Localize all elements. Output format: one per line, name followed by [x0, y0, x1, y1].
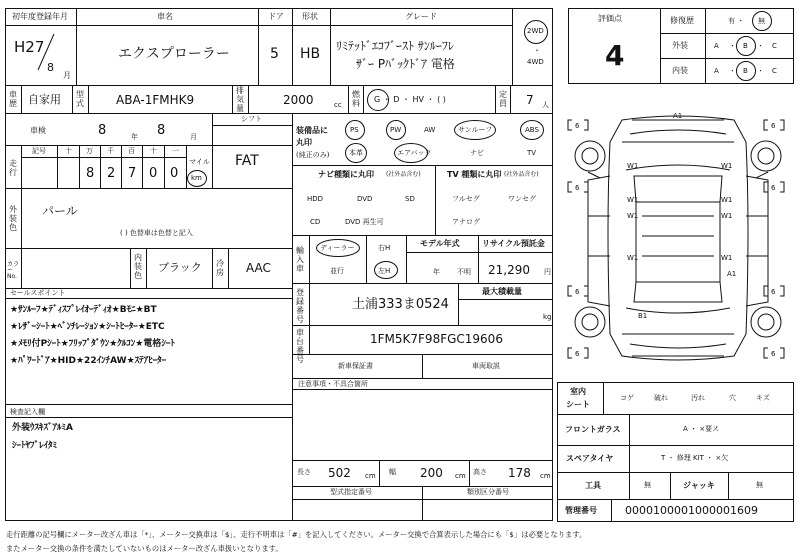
mgmt: 0000100001000001609 [625, 504, 758, 517]
ext-grade-a: A [714, 42, 719, 50]
capacity: 7 [526, 93, 534, 107]
mileage-col-4: 百 [128, 147, 135, 155]
interior-color: ブラック [158, 261, 202, 274]
car-diagram [560, 106, 796, 370]
mileage-digit-2: 7 [128, 166, 137, 181]
seat-label-2: シート [566, 400, 590, 409]
grade-label: グレード [405, 12, 437, 21]
exterior-label: 外装色 [9, 205, 17, 232]
color-no-label: カラーNo. [7, 261, 20, 280]
mileage-digit-4: 0 [170, 166, 179, 181]
interior-grade-label: 内装 [672, 66, 688, 75]
shaken-month-unit: 月 [190, 133, 197, 141]
diagram-label-w1-f: W1 [721, 212, 733, 220]
mileage-col-2: 万 [86, 147, 93, 155]
inspector-line-0: 外装ｳｽｷｽﾞｱﾙﾐA [12, 423, 73, 433]
sales-line-0: ★ｻﾝﾙｰﾌ★ﾃﾞｨｽﾌﾟﾚｲｵｰﾃﾞｨｵ★Bﾓﾆ★BT [10, 305, 157, 315]
inspector-label: 検査記入欄 [10, 408, 45, 416]
wheel-num-1: 6 [771, 122, 776, 130]
equip-abs: ABS [525, 126, 539, 134]
seat-opt-3: 穴 [729, 394, 736, 402]
grade-line2: ｻﾞｰ Pﾊﾞｯｸﾄﾞｱ 電格 [356, 57, 455, 71]
model-year-year: 年 [433, 268, 440, 276]
registration-label: 登録番号 [296, 288, 304, 324]
mileage-digit-1: 2 [107, 166, 116, 181]
mileage-digit-0: 8 [86, 166, 95, 181]
right-h: 右H [378, 244, 391, 252]
tv-fullseg: フルセグ [452, 195, 480, 203]
model-year-label: モデル年式 [420, 239, 460, 248]
tv-oneseg: ワンセグ [508, 195, 536, 203]
diagram-label-w1-b: W1 [721, 162, 733, 170]
ext-grade-c: C [772, 42, 777, 50]
inspector-line-1: ｼｰﾄﾔﾌﾞﾚｲﾀﾐ [12, 441, 58, 451]
navi-dvd-play: DVD 再生可 [345, 218, 384, 226]
diagram-label-w1-d: W1 [721, 196, 733, 204]
shaken-label: 車検 [30, 126, 46, 135]
equip-leather: 本革 [349, 149, 363, 157]
height-label: 高さ [473, 468, 487, 476]
shaken-year: 8 [98, 123, 107, 138]
jack: 無 [756, 481, 763, 489]
ac-label: 冷房 [216, 259, 224, 277]
seat-opt-0: コゲ [620, 394, 634, 402]
wheel-num-5: 6 [771, 288, 776, 296]
sales-line-2: ★ﾒﾓﾘ付Pｼｰﾄ★ﾌﾘｯﾌﾟﾀﾞｳﾝ★ｸﾙｺﾝ★電格ｼｰﾄ [10, 339, 175, 349]
navi-cd: CD [310, 218, 321, 226]
car-name: エクスプローラー [118, 46, 230, 62]
navi-type-note: (社外品含む) [386, 171, 421, 178]
shape-label: 形状 [302, 12, 318, 21]
spare-opts: T ・ 修理 KIT ・ ×欠 [661, 454, 729, 462]
diagram-label-a1-rear: A1 [727, 270, 737, 278]
recycle: 21,290 [488, 263, 530, 277]
first-reg-era-year: H27 [14, 38, 45, 56]
shape: HB [300, 46, 321, 62]
chassis: 1FM5K7F98FGC19606 [370, 332, 503, 346]
first-reg-month-unit: 月 [63, 71, 71, 80]
wheel-num-0: 6 [575, 122, 580, 130]
displacement: 2000 [283, 93, 314, 107]
width-unit: cm [455, 472, 466, 480]
grade-line1: ﾘﾐﾃｯﾄﾞｴｺﾌﾞｰｽﾄ ｻﾝﾙｰﾌﾚ [336, 39, 454, 53]
diagram-label-w1-h: W1 [721, 254, 733, 262]
mileage-label: 走行 [9, 159, 17, 177]
max-load-label: 最大積載量 [482, 287, 522, 296]
interior-label: 内装色 [134, 253, 142, 280]
ext-grade-dot1: ・ [729, 42, 736, 50]
first-reg-label: 初年度登録年月 [12, 12, 68, 21]
restore-no: 無 [758, 17, 765, 25]
sales-line-1: ★ﾚｻﾞｰｼｰﾄ★ﾍﾞﾝﾁﾚｰｼｮﾝ★ｼｰﾄﾋｰﾀｰ★ETC [10, 322, 165, 332]
capacity-label: 定員 [499, 90, 507, 108]
tools: 無 [644, 481, 651, 489]
footer-line2: またメーター交換の条件を満たしていないものはメーター改ざん車扱いとなります。 [6, 544, 283, 553]
restore-yes: 有 ・ [728, 17, 745, 25]
length-unit: cm [365, 472, 376, 480]
wheel-num-4: 6 [575, 288, 580, 296]
mgmt-label: 管理番号 [565, 506, 597, 515]
equip-label-3: (純正のみ) [296, 151, 330, 159]
doors: 5 [270, 46, 279, 62]
capacity-unit: 人 [542, 101, 549, 109]
int-grade-c: C [772, 67, 777, 75]
mileage-col-1: 十 [65, 147, 72, 155]
equip-navi: ナビ [470, 149, 484, 157]
length: 502 [328, 466, 351, 480]
int-grade-dot1: ・ [729, 67, 736, 75]
diagram-label-w1-a: W1 [627, 162, 639, 170]
width: 200 [420, 466, 443, 480]
fuel-options: G ・ D ・ HV ・ ( ) [374, 95, 446, 104]
equip-pw: PW [390, 126, 402, 134]
navi-hdd: HDD [307, 195, 324, 203]
mileage-col-6: 一 [172, 147, 179, 155]
diagram-label-w1-e: W1 [627, 212, 639, 220]
wheel-num-3: 6 [771, 184, 776, 192]
diagram-label-a1-front: A1 [673, 112, 683, 120]
height: 178 [508, 466, 531, 480]
exterior-grade-label: 外装 [672, 41, 688, 50]
length-label: 長さ [297, 468, 311, 476]
diagram-label-w1-c: W1 [627, 196, 639, 204]
class-number-label: 類別区分番号 [467, 488, 509, 496]
dealer: ディーラー [320, 244, 355, 252]
navi-type-label: ナビ種類に丸印 [318, 170, 374, 179]
sales-line-3: ★ﾊﾟﾜｰﾄﾞｱ★HID★22ｲﾝﾁAW★ｽﾃｱﾋｰﾀｰ [10, 356, 167, 366]
doors-label: ドア [268, 12, 284, 21]
wheel-num-2: 6 [575, 184, 580, 192]
ext-grade-dot2: ・ [757, 42, 764, 50]
seat-label-1: 室内 [570, 387, 586, 396]
navi-sd: SD [405, 195, 415, 203]
wheel-num-7: 6 [771, 350, 776, 358]
mileage-digit-3: 0 [149, 166, 158, 181]
width-label: 幅 [389, 468, 396, 476]
plate: 土浦333ま0524 [352, 297, 449, 312]
mileage-col-5: 十 [150, 147, 157, 155]
sales-points-label: セールスポイント [10, 289, 66, 297]
warranty: 新車保証書 [338, 362, 373, 370]
left-h: 左H [378, 267, 391, 275]
tv-type-label: TV 種類に丸印 [447, 170, 502, 179]
first-reg-month: 8 [47, 61, 54, 74]
int-grade-a: A [714, 67, 719, 75]
equip-ps: PS [350, 126, 359, 134]
equip-label-1: 装備品に [296, 126, 328, 135]
tools-label: 工具 [585, 481, 601, 490]
jack-label: ジャッキ [683, 481, 715, 490]
seat-opt-2: 汚れ [691, 394, 705, 402]
diagram-label-w1-g: W1 [627, 254, 639, 262]
seat-opt-4: キズ [756, 394, 770, 402]
shift-label: シフト [241, 115, 262, 123]
model: ABA-1FMHK9 [116, 93, 195, 107]
glass-opts: A ・ ×要ス [683, 425, 720, 433]
exterior-color: パール [42, 204, 78, 218]
shaken-month: 8 [157, 123, 166, 138]
mile-label: マイル [189, 158, 210, 166]
equip-tv: TV [527, 149, 537, 157]
int-grade-b: B [743, 67, 748, 75]
displacement-label: 排気量 [236, 86, 244, 113]
spare-label: スペアタイヤ [566, 454, 614, 463]
import-label: 輸入車 [296, 246, 304, 273]
ac: AAC [246, 261, 271, 275]
usage-label: 車歴 [9, 90, 17, 108]
exterior-color-change: ( ) 色替車は色替と記入 [120, 229, 193, 237]
footer-line1: 走行距離の記号欄にメーター改ざん車は「*」、メーター交換車は「$」、走行不明車は「#」を記入してください。メーター交換で合算表示した場合にも「$」は必要となります。 [6, 530, 587, 539]
mileage-col-3: 千 [107, 147, 114, 155]
drive-4wd: 4WD [527, 58, 544, 66]
diagram-label-b1: B1 [638, 312, 648, 320]
equip-label-2: 丸印 [296, 138, 312, 147]
navi-dvd: DVD [357, 195, 373, 203]
score-label: 評価点 [598, 14, 622, 23]
shaken-year-unit: 年 [131, 133, 138, 141]
notes-label: 注意事項・不具合箇所 [298, 380, 368, 388]
wheel-num-6: 6 [575, 350, 580, 358]
fuel-label: 燃料 [352, 90, 360, 108]
chassis-label: 車台番号 [296, 328, 304, 364]
max-load-unit: kg [543, 313, 552, 321]
glass-label: フロントガラス [565, 425, 621, 434]
km-label: km [191, 174, 202, 182]
displacement-unit: cc [334, 101, 342, 109]
height-unit: cm [540, 472, 551, 480]
model-year-unknown: 不明 [457, 268, 471, 276]
recycle-label: リサイクル預託金 [482, 239, 545, 248]
condition-table [557, 382, 794, 522]
tv-type-note: (社外品含む) [504, 171, 539, 178]
restore-label: 修復歴 [670, 16, 694, 25]
drive-dot: ・ [533, 46, 541, 55]
score: 4 [605, 39, 625, 72]
recycle-unit: 円 [544, 268, 551, 276]
shift: FAT [235, 153, 259, 169]
int-grade-dot2: ・ [757, 67, 764, 75]
equip-aw: AW [424, 126, 436, 134]
parallel: 並行 [330, 267, 344, 275]
car-name-label: 車名 [157, 12, 173, 21]
type-number-label: 型式指定番号 [330, 488, 372, 496]
equip-airbag: エアバック [397, 149, 432, 157]
drive-2wd: 2WD [527, 27, 544, 35]
usage: 自家用 [28, 93, 61, 106]
model-label: 型式 [76, 90, 84, 108]
seat-opt-1: 破れ [654, 394, 668, 402]
ext-grade-b: B [743, 42, 748, 50]
tv-analog: アナログ [452, 218, 480, 226]
manual: 車両取説 [472, 362, 500, 370]
equip-sunroof: サンルーフ [458, 126, 493, 134]
mileage-col-0: 記号 [32, 147, 46, 155]
